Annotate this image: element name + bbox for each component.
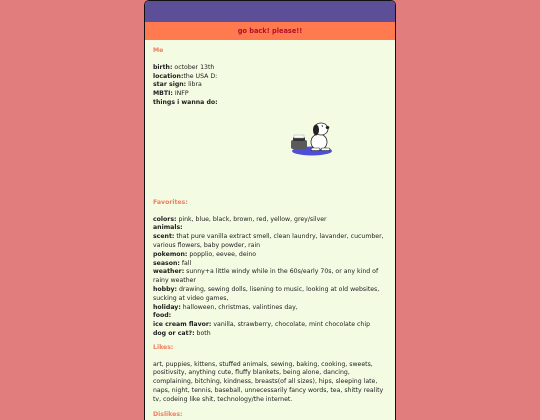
- row-label: season:: [153, 259, 180, 267]
- favorites-row: [153, 216, 387, 225]
- row-label: dog or cat?:: [153, 329, 195, 337]
- row-value: vanilla, strawberry, chocolate, mint chocolate chip: [211, 321, 370, 329]
- row-label: things i wanna do:: [153, 98, 218, 106]
- row-label: ice cream flavor:: [153, 321, 212, 329]
- favorites-row: [153, 321, 387, 330]
- row-value: INFP: [172, 90, 189, 98]
- row-value: that pure vanilla extract smell, clean laundry, lavander, cucumber, various flowers, baby powder, rain: [153, 233, 384, 249]
- favorites-row: [153, 260, 387, 269]
- snoopy-image-area: [153, 108, 387, 194]
- row-label: birth:: [153, 63, 173, 71]
- me-row: [153, 90, 387, 99]
- row-value: the USA D:: [183, 72, 218, 80]
- favorites-row: [153, 286, 387, 304]
- section-heading-favorites: Favorites:: [153, 198, 188, 206]
- row-value: libra: [186, 81, 202, 89]
- favorites-list: [153, 216, 387, 339]
- row-value: sunny+a little windy while in the 60s/early 70s, or any kind of rainy weather: [153, 268, 379, 285]
- row-label: MBTI:: [153, 90, 173, 98]
- favorites-row: [153, 233, 387, 251]
- back-bar: [145, 22, 395, 40]
- row-value: october 13th: [172, 63, 215, 71]
- me-row: [153, 81, 387, 90]
- row-label: animals:: [153, 224, 183, 232]
- row-value: fall: [179, 259, 192, 267]
- snoopy-typewriter-image: [285, 118, 339, 158]
- likes-text: art, puppies, kittens, stuffed animals, sewing, baking, cooking, sweets, positivsity, anything cute, fluffy blankets, being alone, dancing, complaining, bitching, kindness, breasts(of all sizes), hips, sleeping late, naps, night, tennis, baseball, unnecessarily fancy words, tea, shitty reality tv, codeing like shit, technology/the internet.: [153, 360, 384, 403]
- row-value: pink, blue, black, brown, red, yellow, grey/silver: [176, 215, 327, 223]
- section-heading-likes: Likes:: [153, 343, 174, 351]
- go-back-link[interactable]: go back! please!!: [237, 27, 303, 35]
- favorites-row: [153, 312, 387, 321]
- row-label: scent:: [153, 233, 175, 241]
- row-label: colors:: [153, 215, 177, 223]
- row-label: pokemon:: [153, 250, 188, 258]
- me-row: [153, 64, 387, 73]
- row-value: drawing, sewing dolls, lisening to music, looking at old websites, sucking at video games,: [153, 285, 380, 302]
- section-heading-me: Me: [153, 47, 164, 54]
- row-value: popplio, eevee, deino: [187, 250, 257, 258]
- row-label: food:: [153, 312, 172, 320]
- row-value: halloween, christmas, valintines day,: [180, 303, 298, 311]
- favorites-row: [153, 330, 387, 339]
- row-label: star sign:: [153, 81, 187, 89]
- row-label: hobby:: [153, 285, 178, 293]
- favorites-row: [153, 268, 387, 286]
- content: [145, 40, 395, 419]
- row-label: holiday:: [153, 303, 181, 311]
- favorites-row: [153, 304, 387, 313]
- section-heading-dislikes: Dislikes:: [153, 410, 183, 418]
- favorites-row: [153, 224, 387, 233]
- row-label: location:: [153, 72, 184, 80]
- me-row: [153, 73, 387, 82]
- row-value: both: [194, 329, 211, 337]
- profile-panel: [144, 0, 396, 420]
- favorites-row: [153, 251, 387, 260]
- me-row: [153, 99, 387, 108]
- top-bar: [145, 1, 395, 22]
- row-label: weather:: [153, 268, 185, 276]
- me-list: [153, 64, 387, 108]
